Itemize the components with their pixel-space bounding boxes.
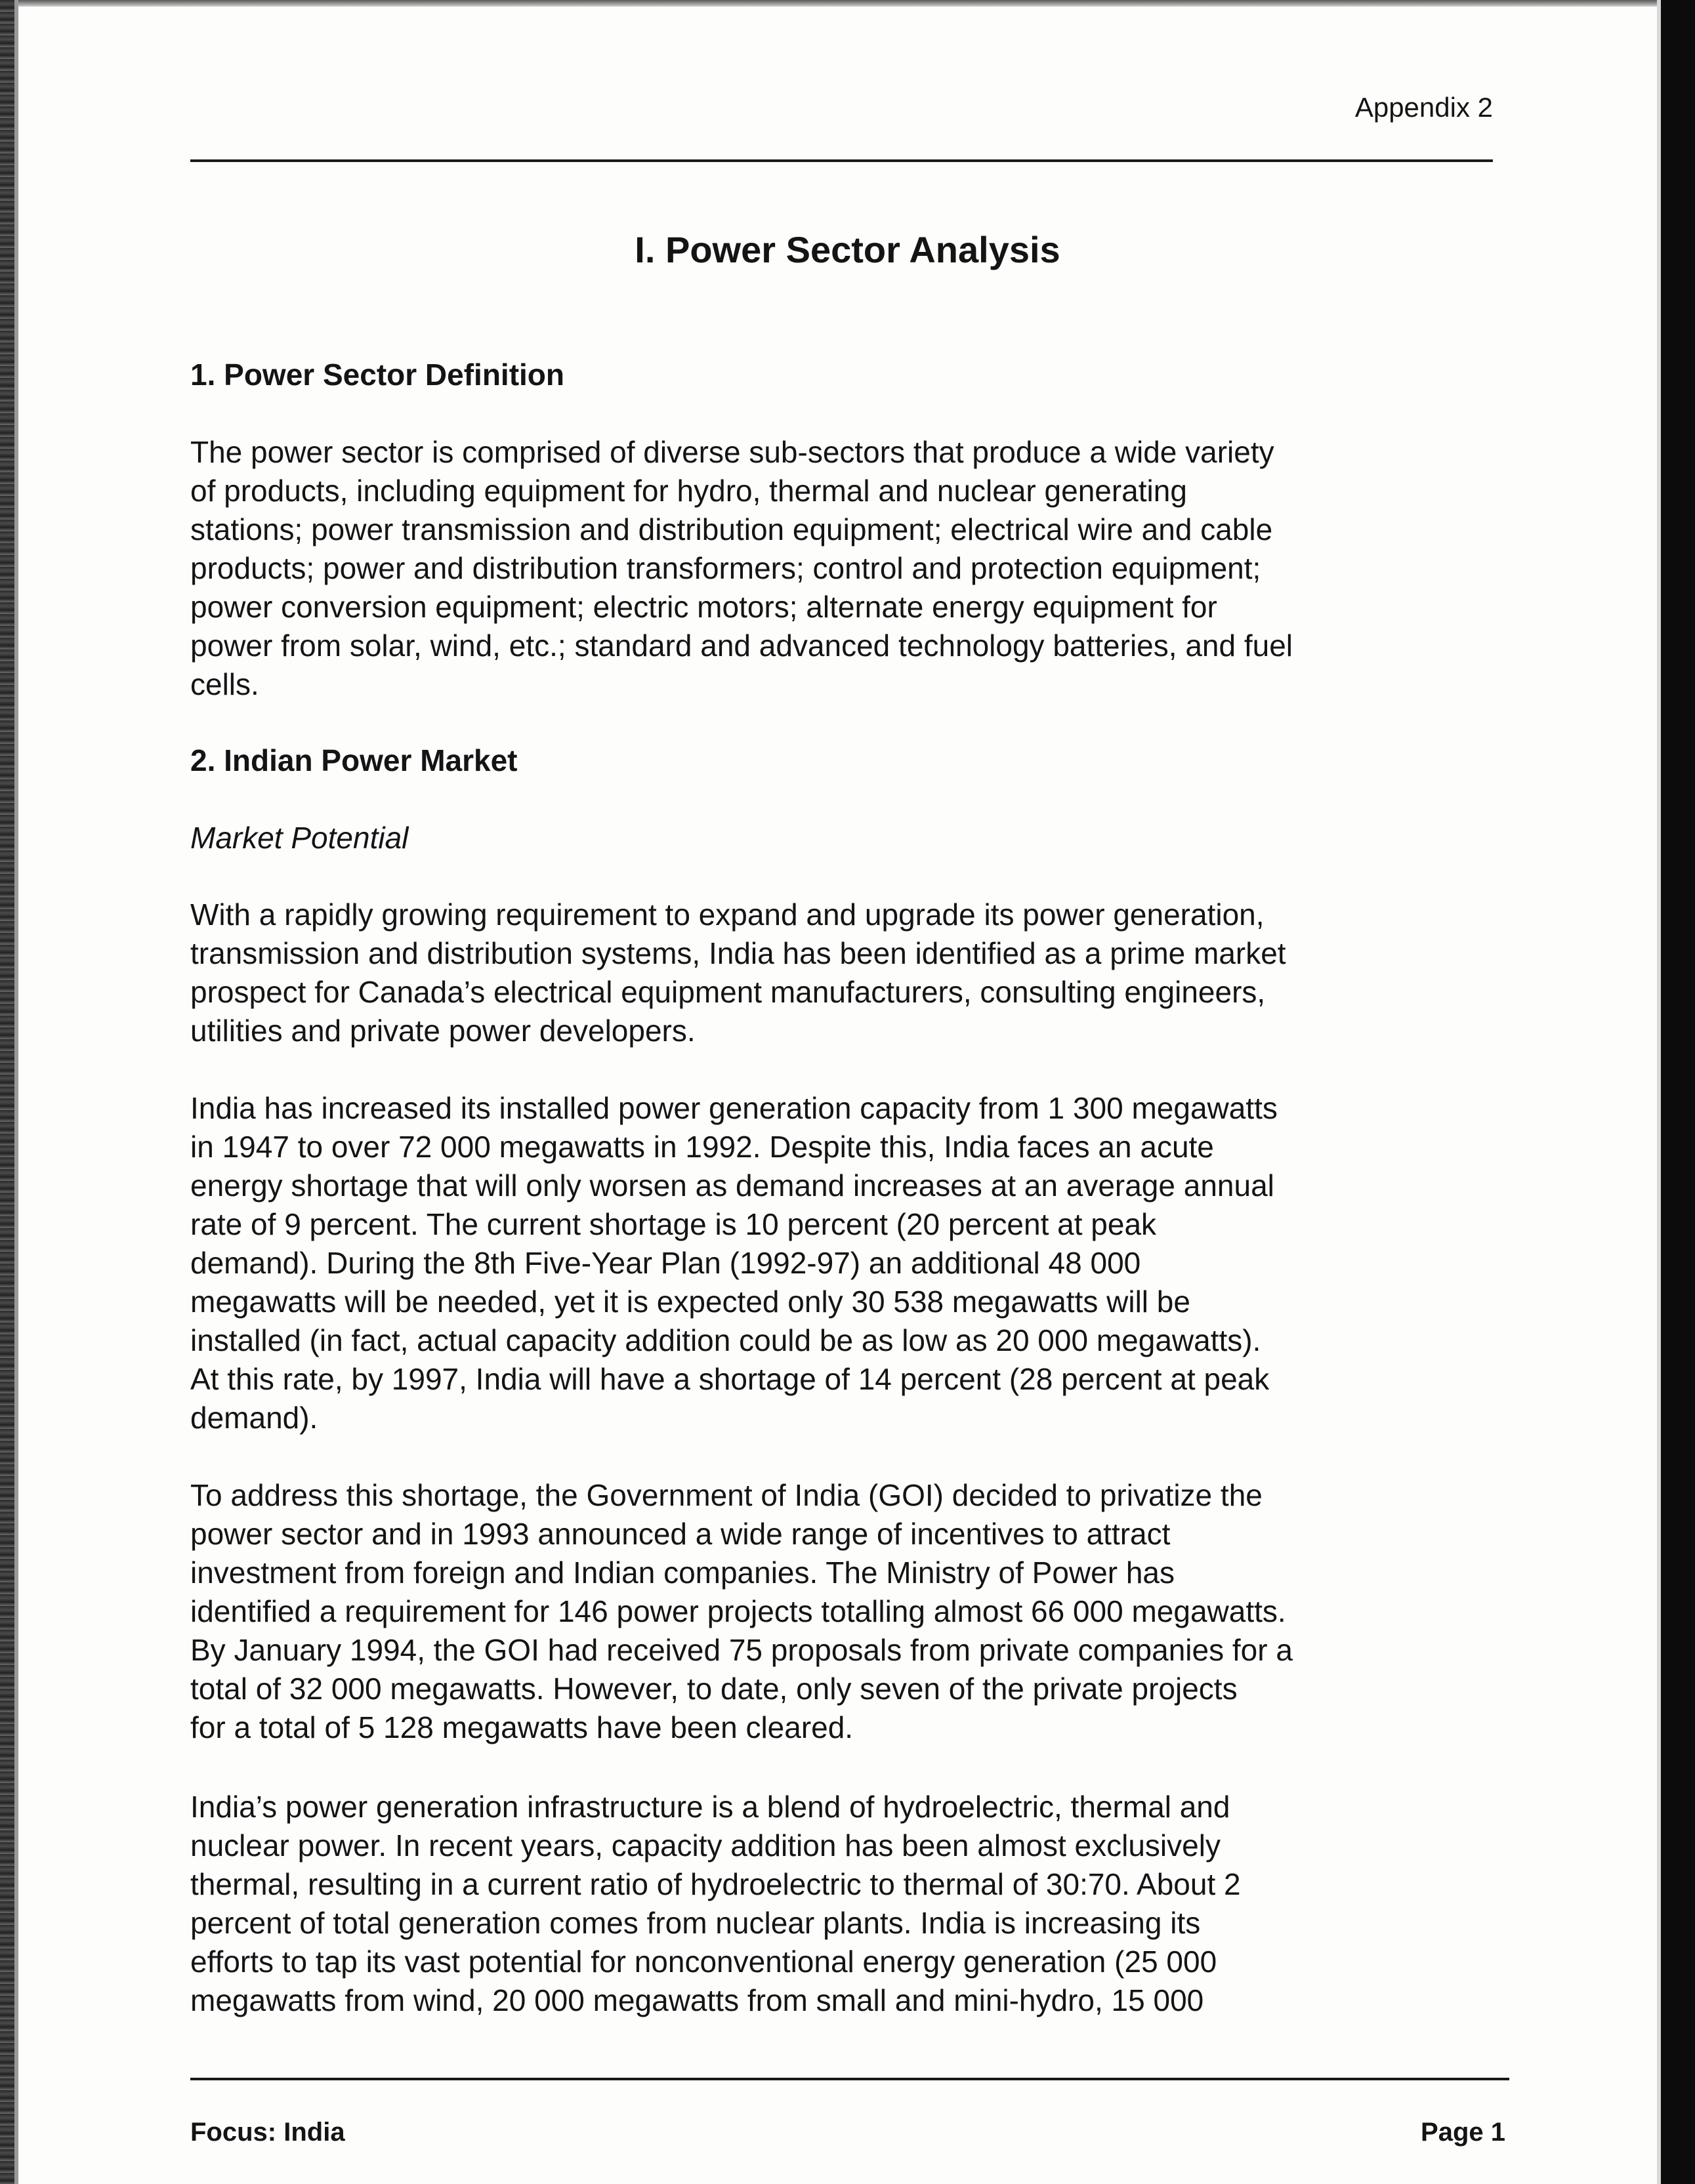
text-line: demand).: [190, 1401, 318, 1435]
market-potential-subheading: Market Potential: [190, 821, 409, 855]
text-line: installed (in fact, actual capacity addition could be as low as 20 000 megawatts).: [190, 1323, 1261, 1357]
scan-edge-right: [1661, 0, 1695, 2184]
section1-paragraph: [190, 433, 1516, 704]
text-line: At this rate, by 1997, India will have a shortage of 14 percent (28 percent at peak: [190, 1362, 1270, 1396]
text-line: megawatts will be needed, yet it is expected only 30 538 megawatts will be: [190, 1285, 1190, 1319]
text-line: India has increased its installed power generation capacity from 1 300 megawatts: [190, 1091, 1278, 1125]
scan-edge-left-inner: [14, 0, 18, 2184]
section2-paragraph-4: [190, 1788, 1516, 2020]
appendix-label: Appendix 2: [1354, 92, 1493, 123]
text-line: investment from foreign and Indian companies. The Ministry of Power has: [190, 1556, 1175, 1590]
text-line: To address this shortage, the Government of India (GOI) decided to privatize the: [190, 1478, 1263, 1512]
text-line: prospect for Canada’s electrical equipment manufacturers, consulting engineers,: [190, 975, 1266, 1009]
text-line: power conversion equipment; electric motors; alternate energy equipment for: [190, 590, 1217, 624]
text-line: nuclear power. In recent years, capacity addition has been almost exclusively: [190, 1828, 1221, 1863]
text-line: of products, including equipment for hydro, thermal and nuclear generating: [190, 474, 1187, 508]
footer-rule: [190, 2078, 1509, 2080]
text-line: identified a requirement for 146 power projects totalling almost 66 000 megawatts.: [190, 1594, 1286, 1628]
text-line: percent of total generation comes from nuclear plants. India is increasing its: [190, 1906, 1201, 1940]
scan-edge-left: [0, 0, 14, 2184]
footer-focus-label: Focus: India: [190, 2118, 345, 2147]
page-title: I. Power Sector Analysis: [635, 229, 1060, 270]
text-line: cells.: [190, 667, 259, 701]
page-number: Page 1: [1421, 2118, 1505, 2147]
text-line: rate of 9 percent. The current shortage is 10 percent (20 percent at peak: [190, 1207, 1157, 1241]
text-line: energy shortage that will only worsen as demand increases at an average annual: [190, 1168, 1274, 1203]
text-line: efforts to tap its vast potential for nonconventional energy generation (25 000: [190, 1945, 1217, 1979]
section2-paragraph-2: [190, 1089, 1516, 1437]
section2-paragraph-3: [190, 1476, 1516, 1747]
text-line: utilities and private power developers.: [190, 1014, 696, 1048]
text-line: demand). During the 8th Five-Year Plan (1992-97) an additional 48 000: [190, 1246, 1141, 1280]
text-line: thermal, resulting in a current ratio of hydroelectric to thermal of 30:70. About 2: [190, 1867, 1241, 1901]
text-line: for a total of 5 128 megawatts have been cleared.: [190, 1710, 854, 1744]
text-line: in 1947 to over 72 000 megawatts in 1992. Despite this, India faces an acute: [190, 1130, 1214, 1164]
text-line: transmission and distribution systems, India has been identified as a prime market: [190, 936, 1286, 970]
header-rule: [190, 159, 1493, 162]
text-line: The power sector is comprised of diverse sub-sectors that produce a wide variety: [190, 435, 1274, 469]
scan-edge-top: [0, 0, 1695, 7]
text-line: India’s power generation infrastructure is a blend of hydroelectric, thermal and: [190, 1790, 1230, 1824]
text-line: power sector and in 1993 announced a wide range of incentives to attract: [190, 1517, 1171, 1551]
text-line: With a rapidly growing requirement to expand and upgrade its power generation,: [190, 897, 1265, 932]
text-line: megawatts from wind, 20 000 megawatts from small and mini-hydro, 15 000: [190, 1983, 1204, 2017]
section1-heading: 1. Power Sector Definition: [190, 358, 564, 392]
text-line: power from solar, wind, etc.; standard and advanced technology batteries, and fuel: [190, 628, 1293, 663]
text-line: stations; power transmission and distribution equipment; electrical wire and cable: [190, 512, 1273, 546]
section2-paragraph-1: [190, 896, 1516, 1050]
text-line: total of 32 000 megawatts. However, to date, only seven of the private projects: [190, 1672, 1238, 1706]
text-line: products; power and distribution transformers; control and protection equipment;: [190, 551, 1261, 585]
section2-heading: 2. Indian Power Market: [190, 743, 518, 777]
text-line: By January 1994, the GOI had received 75 proposals from private companies for a: [190, 1633, 1293, 1667]
